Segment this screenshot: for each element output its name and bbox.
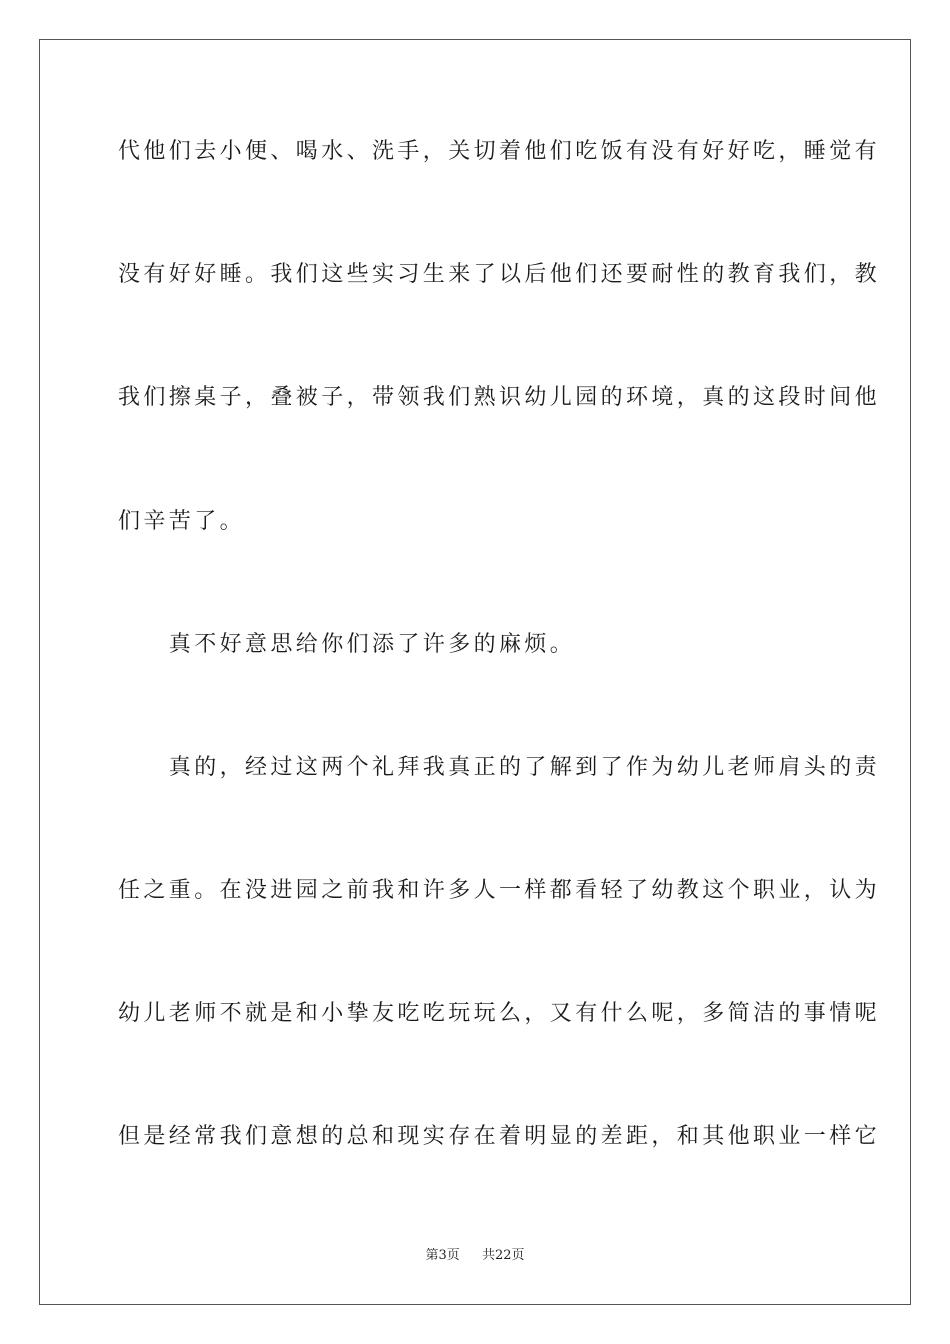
- text-line-1: 代他们去小便、喝水、洗手，关切着他们吃饭有没有好好吃，睡觉有: [118, 139, 881, 164]
- text-line-6: 真的，经过这两个礼拜我真正的了解到了作为幼儿老师肩头的责: [118, 755, 881, 780]
- text-line-8: 幼儿老师不就是和小挚友吃吃玩玩么，又有什么呢，多简洁的事情呢: [118, 1001, 881, 1026]
- page-footer: [0, 1247, 950, 1265]
- text-line-5: 真不好意思给你们添了许多的麻烦。: [118, 632, 576, 657]
- text-line-3: 我们擦桌子，叠被子，带领我们熟识幼儿园的环境，真的这段时间他: [118, 385, 881, 410]
- text-line-4: 们辛苦了。: [118, 509, 246, 534]
- page-total: 共22页: [482, 1248, 525, 1263]
- text-line-9: 但是经常我们意想的总和现实存在着明显的差距，和其他职业一样它: [118, 1124, 881, 1149]
- page-number: 第3页: [425, 1248, 460, 1263]
- text-line-7: 任之重。在没进园之前我和许多人一样都看轻了幼教这个职业，认为: [118, 878, 881, 903]
- text-line-2: 没有好好睡。我们这些实习生来了以后他们还要耐性的教育我们，教: [118, 262, 881, 287]
- page-border: [39, 39, 911, 1305]
